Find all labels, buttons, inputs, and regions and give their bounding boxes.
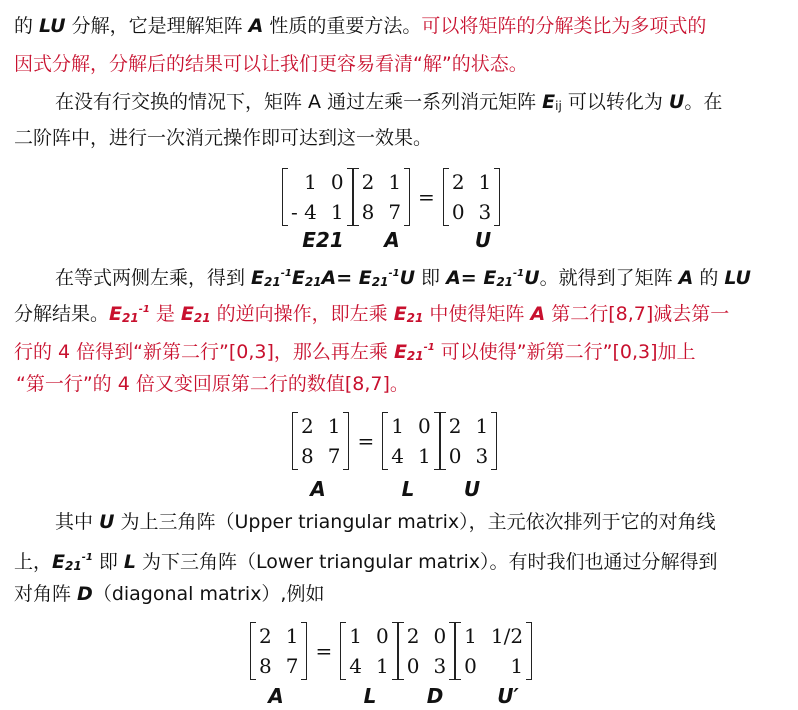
eq-part: E [109, 303, 122, 325]
text: 在没有行交换的情况下，矩阵 A 通过左乘一系列消元矩阵 [55, 91, 543, 113]
highlight-text: 可以使得”新第二行”[0,3]加上 [434, 341, 696, 363]
text: 可以转化为 [561, 91, 669, 113]
text: 性质的重要方法。 [263, 15, 422, 37]
cell: 0 [464, 654, 477, 678]
cell: - 4 [291, 200, 317, 224]
label-l: L [363, 684, 377, 708]
text: 上， [14, 551, 53, 573]
cell: 1 [388, 170, 402, 194]
equals-sign: = [315, 639, 333, 663]
cell: 4 [349, 654, 362, 678]
p4-line-3 [14, 582, 324, 606]
cell: 1 [464, 624, 477, 648]
label-e21: E21 [302, 228, 344, 252]
cell: 8 [259, 654, 272, 678]
p1-line-1 [14, 14, 706, 38]
text: 的 [693, 267, 725, 289]
cell: 0 [375, 624, 389, 648]
text: 在等式两侧左乘，得到 [55, 267, 252, 289]
cell: 8 [361, 200, 375, 224]
subscript: 21 [406, 349, 424, 363]
cell: 0 [406, 654, 420, 678]
subscript: ij [555, 99, 562, 113]
highlight-text: 是 [149, 303, 181, 325]
cell: 1 [375, 654, 389, 678]
superscript: -1 [81, 552, 93, 563]
cell: 1 [304, 170, 317, 194]
subscript: 21 [122, 311, 139, 325]
cell: 4 [391, 444, 404, 468]
superscript: -1 [388, 268, 400, 279]
label-a: A [268, 684, 284, 708]
u-term: U [668, 91, 685, 113]
cell: 3 [475, 444, 489, 468]
matrix-u-prime [455, 622, 532, 680]
equation-3 [250, 622, 532, 680]
text: 的 [14, 15, 40, 37]
text: 即 [92, 551, 124, 573]
highlight-text: 的逆向操作，即左乘 [210, 303, 394, 325]
cell: 1 [285, 624, 299, 648]
cell: 2 [259, 624, 272, 648]
cell: 8 [301, 444, 314, 468]
text: 。就得到了矩阵 [539, 267, 679, 289]
eq-part: U [399, 267, 415, 289]
p2-line-1 [55, 90, 722, 118]
cell: 1 [510, 654, 524, 678]
highlight-text: 行的 4 倍得到“新第二行”[0,3]，那么再左乘 [14, 341, 394, 363]
eq-part: E [393, 303, 407, 325]
label-l: L [401, 477, 415, 501]
matrix-u [440, 412, 497, 470]
cell: 0 [330, 170, 344, 194]
eq-part: A= E [321, 267, 372, 289]
cell: 0 [433, 624, 447, 648]
matrix-a [353, 168, 410, 226]
label-u: U [474, 228, 492, 252]
cell: 1 [349, 624, 362, 648]
label-d: D [426, 684, 444, 708]
label-a: A [384, 228, 400, 252]
label-u-prime: U′ [497, 684, 519, 708]
cell: 2 [301, 414, 314, 438]
cell: 3 [478, 200, 492, 224]
cell: 2 [361, 170, 375, 194]
subscript: 21 [496, 275, 514, 289]
subscript: 21 [304, 275, 322, 289]
cell: 1 [478, 170, 492, 194]
equation-2 [292, 412, 497, 470]
p4-line-1 [55, 510, 716, 534]
text: 分解，它是理解矩阵 [65, 15, 249, 37]
highlight-text: 第二行[8,7]减去第一 [545, 303, 730, 325]
eq-part: U [524, 267, 540, 289]
equals-sign: = [357, 429, 375, 453]
label-a: A [310, 477, 326, 501]
cell: 0 [451, 200, 465, 224]
cell: 1 [475, 414, 489, 438]
eq-part: A= E [446, 267, 497, 289]
subscript: 21 [371, 275, 389, 289]
p1-line-2: 因式分解，分解后的结果可以让我们更容易看清“解”的状态。 [14, 53, 528, 75]
u-term: U [99, 511, 115, 533]
subscript: 21 [65, 559, 82, 573]
text: 其中 [55, 511, 100, 533]
superscript: -1 [513, 268, 525, 279]
subscript: 21 [264, 275, 281, 289]
p3-line-1 [55, 262, 751, 294]
p2-line-2: 二阶阵中，进行一次消元操作即可达到这一效果。 [14, 127, 433, 149]
p3-line-2 [14, 298, 729, 330]
lu-term: LU [39, 15, 66, 37]
matrix-u [443, 168, 500, 226]
subscript: 21 [406, 311, 424, 325]
matrix-l [382, 412, 439, 470]
text: （diagonal matrix）,例如 [92, 583, 325, 605]
eq-part: E [291, 267, 305, 289]
cell: 1 [391, 414, 404, 438]
eq-part: E [52, 551, 65, 573]
subscript: 21 [193, 311, 211, 325]
cell: 1 [327, 414, 341, 438]
eq-part: E [393, 341, 407, 363]
equals-sign: = [418, 185, 435, 209]
l-term: L [123, 551, 137, 573]
matrix-a-term: A [678, 267, 694, 289]
p4-line-2 [14, 546, 718, 578]
d-term: D [77, 583, 93, 605]
eq-part: E [251, 267, 265, 289]
p3-line-3 [14, 336, 696, 368]
matrix-a-term: A [530, 303, 546, 325]
matrix-l [340, 622, 397, 680]
cell: 1 [330, 200, 344, 224]
superscript: -1 [280, 268, 292, 279]
e-term: E [542, 91, 556, 113]
label-u: U [463, 477, 481, 501]
cell: 0 [448, 444, 462, 468]
text: 即 [415, 267, 447, 289]
text: 为下三角阵（Lower triangular matrix）。有时我们也通过分解得到 [136, 551, 718, 573]
cell: 2 [448, 414, 462, 438]
matrix-e21 [282, 168, 353, 226]
text: 对角阵 [14, 583, 78, 605]
matrix-a [292, 412, 349, 470]
cell: 0 [417, 414, 431, 438]
eq-part: E [180, 303, 194, 325]
cell: 1 [417, 444, 431, 468]
superscript: -1 [423, 342, 435, 353]
matrix-a [250, 622, 307, 680]
matrix-d [398, 622, 455, 680]
highlight-text: 中使得矩阵 [423, 303, 531, 325]
text: 分解结果。 [14, 303, 110, 325]
superscript: -1 [138, 304, 150, 315]
text: 。在 [684, 91, 723, 113]
equation-1 [282, 168, 500, 226]
cell: 2 [451, 170, 465, 194]
cell: 7 [285, 654, 299, 678]
cell: 3 [433, 654, 447, 678]
p3-line-4: “第一行”的 4 倍又变回原第二行的数值[8,7]。 [16, 373, 409, 395]
cell: 1/2 [490, 624, 524, 648]
cell: 7 [388, 200, 402, 224]
cell: 7 [327, 444, 341, 468]
lu-term: LU [724, 267, 751, 289]
highlight-text: 可以将矩阵的分解类比为多项式的 [421, 15, 707, 37]
text: 为上三角阵（Upper triangular matrix），主元依次排列于它的对角线 [114, 511, 716, 533]
matrix-a-term: A [248, 15, 264, 37]
cell: 2 [406, 624, 420, 648]
